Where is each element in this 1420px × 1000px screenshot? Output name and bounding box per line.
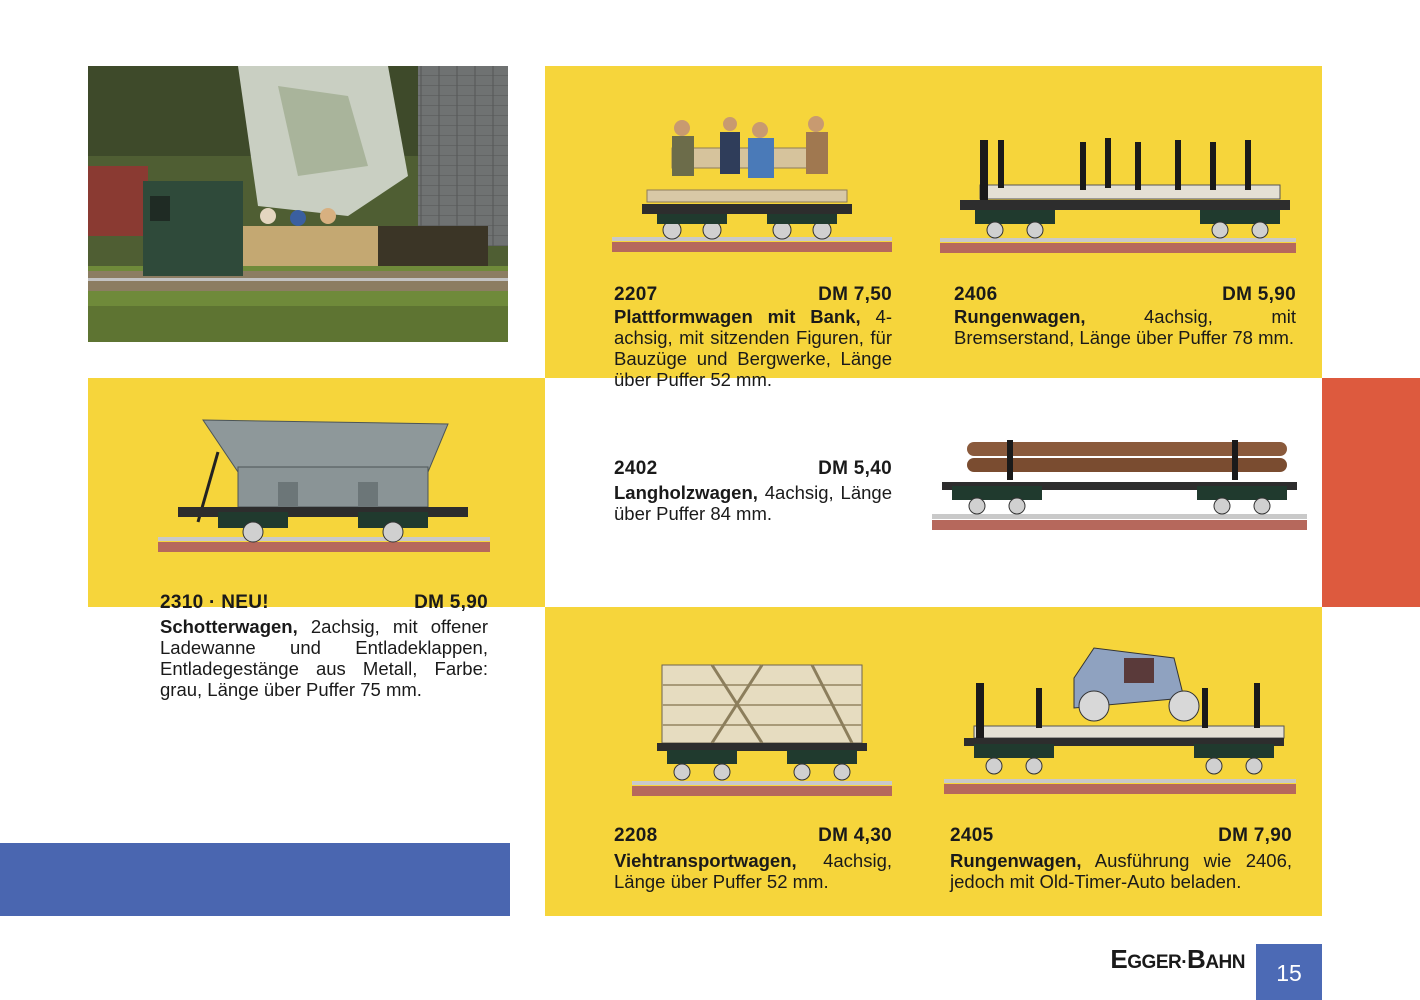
layout-photo — [88, 66, 508, 342]
item-header-2402 — [614, 458, 892, 480]
item-name: Viehtransportwagen, — [614, 850, 797, 871]
brand-separator: · — [1181, 952, 1188, 973]
item-code: 2310 · NEU! — [160, 592, 269, 613]
wagon-image-2310 — [158, 412, 490, 567]
wagon-image-2207 — [612, 110, 892, 270]
wagon-image-2402 — [932, 430, 1307, 545]
item-description-2208 — [614, 850, 892, 892]
item-description-2402 — [614, 482, 892, 524]
brand-text: AHN — [1205, 952, 1245, 973]
item-price: DM 7,50 — [818, 284, 892, 305]
blue-accent-bar — [0, 843, 510, 916]
brand-letter: B — [1187, 944, 1206, 974]
item-code: 2406 — [954, 284, 998, 305]
item-text: 4achsig, Länge über Puffer 52 mm. — [614, 850, 892, 892]
item-description-2406 — [954, 306, 1296, 348]
item-text: 2achsig, mit offener Ladewanne und Entladeklappen, Entladegestänge aus Metall, Farbe: grau, Länge über Puffer 75 mm. — [160, 616, 488, 700]
brand-letter: E — [1110, 944, 1128, 974]
item-description-2207 — [614, 306, 892, 390]
item-price: DM 5,90 — [1222, 284, 1296, 305]
item-price: DM 7,90 — [1218, 825, 1292, 846]
red-accent-bar — [1322, 378, 1420, 607]
item-name: Plattformwagen mit Bank, — [614, 306, 861, 327]
item-text: 4achsig, Länge über Puffer 84 mm. — [614, 482, 892, 524]
item-header-2310 — [160, 592, 488, 614]
item-code: 2207 — [614, 284, 658, 305]
item-text: 4-achsig, mit sitzenden Figuren, für Bauzüge und Bergwerke, Länge über Puffer 52 mm. — [614, 306, 892, 390]
item-price: DM 4,30 — [818, 825, 892, 846]
item-price: DM 5,40 — [818, 458, 892, 479]
wagon-image-2406 — [940, 130, 1296, 270]
brand-logo — [1110, 944, 1245, 975]
item-header-2406 — [954, 284, 1296, 306]
item-header-2207 — [614, 284, 892, 306]
item-price: DM 5,90 — [414, 592, 488, 613]
item-text: Ausführung wie 2406, jedoch mit Old-Timer-Auto beladen. — [950, 850, 1292, 892]
item-name: Rungenwagen, — [954, 306, 1086, 327]
item-header-2405 — [950, 825, 1292, 847]
item-name: Rungenwagen, — [950, 850, 1082, 871]
item-description-2405 — [950, 850, 1292, 892]
item-name: Langholzwagen, — [614, 482, 758, 503]
item-code: 2208 — [614, 825, 658, 846]
wagon-image-2208 — [632, 660, 892, 810]
item-code: 2402 — [614, 458, 658, 479]
item-code: 2405 — [950, 825, 994, 846]
item-description-2310 — [160, 616, 488, 700]
page-number: 15 — [1256, 944, 1322, 1000]
item-header-2208 — [614, 825, 892, 847]
item-text: 4achsig, mit Bremserstand, Länge über Puffer 78 mm. — [954, 306, 1296, 348]
wagon-image-2405 — [944, 638, 1296, 808]
item-name: Schotterwagen, — [160, 616, 298, 637]
brand-text: GGER — [1127, 952, 1182, 973]
